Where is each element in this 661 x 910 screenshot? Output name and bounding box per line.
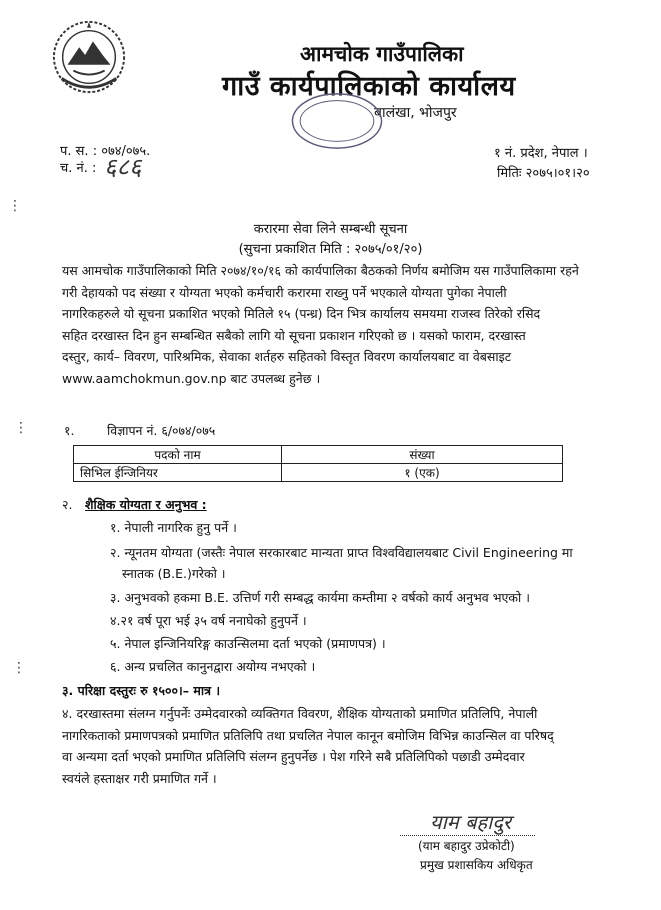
table-cell: सिभिल ईन्जिनियर xyxy=(74,464,282,482)
qualification-item: ५. नेपाल इन्जिनियरिङ्ग काउन्सिलमा दर्ता भएको (प्रमाणपत्र) । xyxy=(110,636,386,651)
margin-mark: ⋮ xyxy=(8,198,22,214)
table-header-row xyxy=(74,446,563,464)
qualification-item: स्नातक (B.E.)गरेको । xyxy=(122,566,226,581)
attachments-line: वा अन्यमा दर्ता भएको प्रमाणित प्रतिलिपि संलग्न हुनुपर्नेछ । पेश गरिने सबै प्रतिलिपिको पछाडी उम्मेदवार xyxy=(62,749,525,764)
section-number: १. xyxy=(64,423,75,438)
letter-number: प. स. : ०७४/०७५. xyxy=(60,144,151,159)
nepal-emblem-icon xyxy=(50,18,128,96)
attachments-line: ४. दरखास्तमा संलग्न गर्नुपर्नेः उम्मेदवारको व्यक्तिगत विवरण, शैक्षिक योग्यताको प्रमाणित प्रतिलिपि, नेपाली xyxy=(62,706,538,721)
exam-fee: ३. परिक्षा दस्तुरः रु १५००।– मात्र । xyxy=(62,683,221,698)
signature-line xyxy=(400,835,535,836)
advertisement-number: विज्ञापन नं. ६/०७४/०७५ xyxy=(107,423,216,438)
body-line: www.aamchokmun.gov.np बाट उपलब्ध हुनेछ । xyxy=(62,370,321,386)
table-header: संख्या xyxy=(282,446,563,464)
body-line: गरी देहायको पद संख्या र योग्यता भएको कर्मचारी करारमा राख्नु पर्ने भएकाले योग्यता पुगेका नेपाली xyxy=(62,284,507,300)
margin-mark: ⋮ xyxy=(14,420,28,436)
attachments-line: नागरिकताको प्रमाणपत्रको प्रमाणित प्रतिलिपि तथा प्रचलित नेपाल कानून बमोजिम विभिन्न काउन्सिल वा परिषद् xyxy=(62,727,554,743)
body-line: यस आमचोक गाउँपालिकाको मिति २०७४/१०/१६ को कार्यपालिका बैठकको निर्णय बमोजिम यस गाउँपालिकामा रहने xyxy=(62,263,579,278)
office-stamp xyxy=(288,90,386,152)
attachments-line: स्वयंले हस्ताक्षर गरी प्रमाणित गर्ने । xyxy=(62,770,217,786)
province-label: १ नं. प्रदेश, नेपाल । xyxy=(494,146,588,161)
post-table xyxy=(73,445,563,482)
qualification-item: २. न्यूनतम योग्यता (जस्तैः नेपाल सरकारबाट मान्यता प्राप्त विश्वविद्यालयबाट Civil Engineering मा xyxy=(110,545,573,560)
signatory-name: (याम बहादुर उप्रेकोटी) xyxy=(418,839,515,853)
table-header: पदको नाम xyxy=(74,446,282,464)
body-line: नागरिकहरुले यो सूचना प्रकाशित भएको मितिले १५ (पन्ध्र) दिन भित्र कार्यालय समयमा राजस्व तिरेको रसिद xyxy=(62,306,541,321)
body-line: सहित दरखास्त दिन हुन सम्बन्धित सबैको लागि यो सूचना प्रकाशन गरिएको छ । यसको फाराम, दरखास्त xyxy=(62,327,526,343)
office-address: बालंखा, भोजपुर xyxy=(374,105,457,121)
dispatch-number: ६८६ xyxy=(104,153,142,181)
table-row xyxy=(74,464,563,482)
qualification-item: १. नेपाली नागरिक हुनु पर्ने । xyxy=(110,520,237,535)
office-name: गाउँ कार्यपालिकाको कार्यालय xyxy=(222,71,516,102)
notice-subtitle: (सुचना प्रकाशित मिति : २०७५/०१/२०) xyxy=(238,242,423,257)
qualification-item: ४.२१ वर्ष पूरा भई ३५ वर्ष ननाघेको हुनुपर्ने । xyxy=(110,613,307,628)
signature: याम बहादुर xyxy=(430,810,512,834)
section-number: २. xyxy=(62,497,73,512)
dispatch-label: च. नं. : xyxy=(60,161,97,176)
notice-body xyxy=(62,260,600,389)
table-cell: १ (एक) xyxy=(282,464,563,482)
body-line: दस्तुर, कार्य– विवरण, पारिश्रमिक, सेवाका शर्तहरु सहितको विस्तृत विवरण कार्यालयबाट वा वेबसाइट xyxy=(62,349,512,364)
notice-title: करारमा सेवा लिने सम्बन्धी सूचना xyxy=(253,222,408,237)
qualification-heading: शैक्षिक योग्यता र अनुभव : xyxy=(85,497,207,512)
municipality-name: आमचोक गाउँपालिका xyxy=(300,42,464,66)
qualification-item: ३. अनुभवको हकमा B.E. उत्तिर्ण गरी सम्बद्ध कार्यमा कम्तीमा २ वर्षको कार्य अनुभव भएको । xyxy=(110,590,530,605)
qualification-item: ६. अन्य प्रचलित कानुनद्वारा अयोग्य नभएको । xyxy=(110,659,316,674)
attachments-section xyxy=(62,703,600,789)
date-label: मितिः २०७५।०१।२० xyxy=(497,166,590,181)
signatory-designation: प्रमुख प्रशासकिय अधिकृत xyxy=(420,858,533,872)
margin-mark: ⋮ xyxy=(12,660,26,676)
